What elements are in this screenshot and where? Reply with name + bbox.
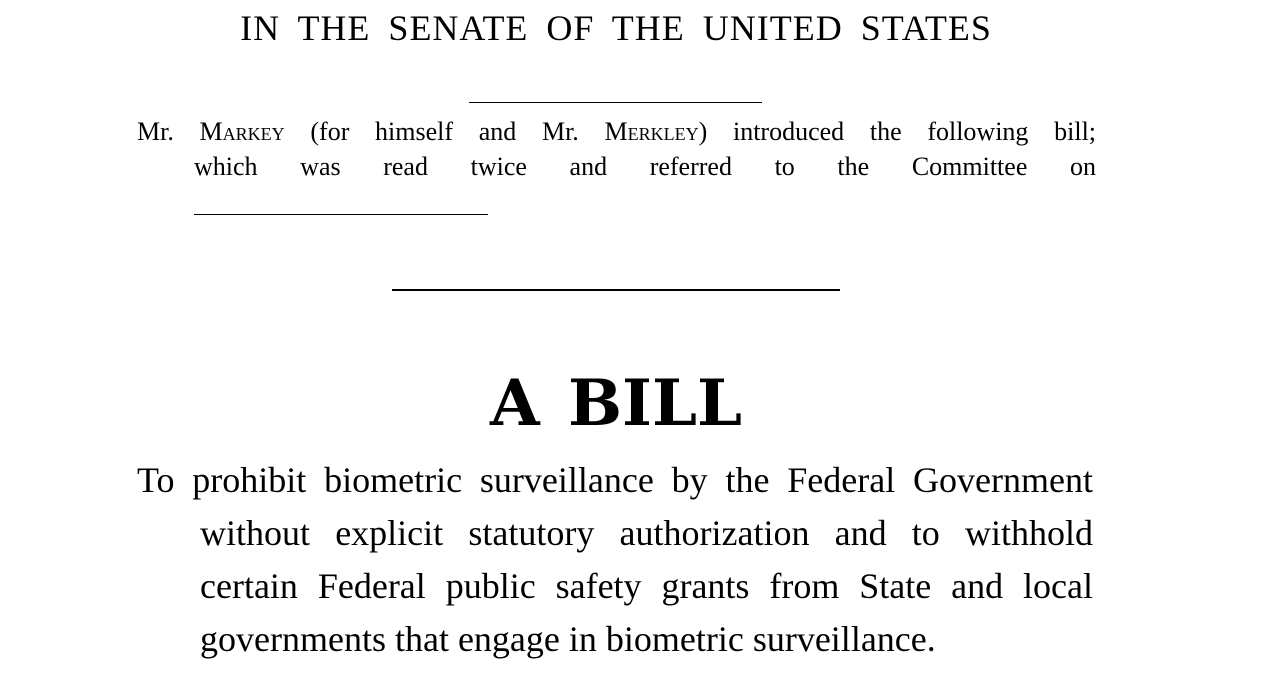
purpose-line-3: certain Federal public safety grants from State and local [200,566,1093,606]
cosponsor-name: Merkley [604,117,699,146]
referral-line: which was read twice and referred to the Committee on [194,152,1096,181]
purpose-paragraph [137,454,1093,666]
sponsor-name: Markey [199,117,285,146]
sponsor-prefix: Mr. [137,117,174,146]
section-divider-rule [392,289,840,291]
chamber-heading: IN THE SENATE OF THE UNITED STATES [240,8,992,48]
cosponsor-text-a: (for himself and Mr. [310,117,579,146]
purpose-line-1: To prohibit biometric surveillance by the Federal Government [137,460,1093,500]
cosponsor-text-b: ) introduced the following bill; [698,117,1097,146]
date-blank-rule [469,102,762,103]
bill-heading: A BILL [490,366,742,441]
committee-blank-rule [194,214,488,215]
purpose-line-2: without explicit statutory authorization and to withhold [200,513,1093,553]
introduction-paragraph [137,114,1096,184]
purpose-line-4: governments that engage in biometric surveillance. [200,619,936,659]
